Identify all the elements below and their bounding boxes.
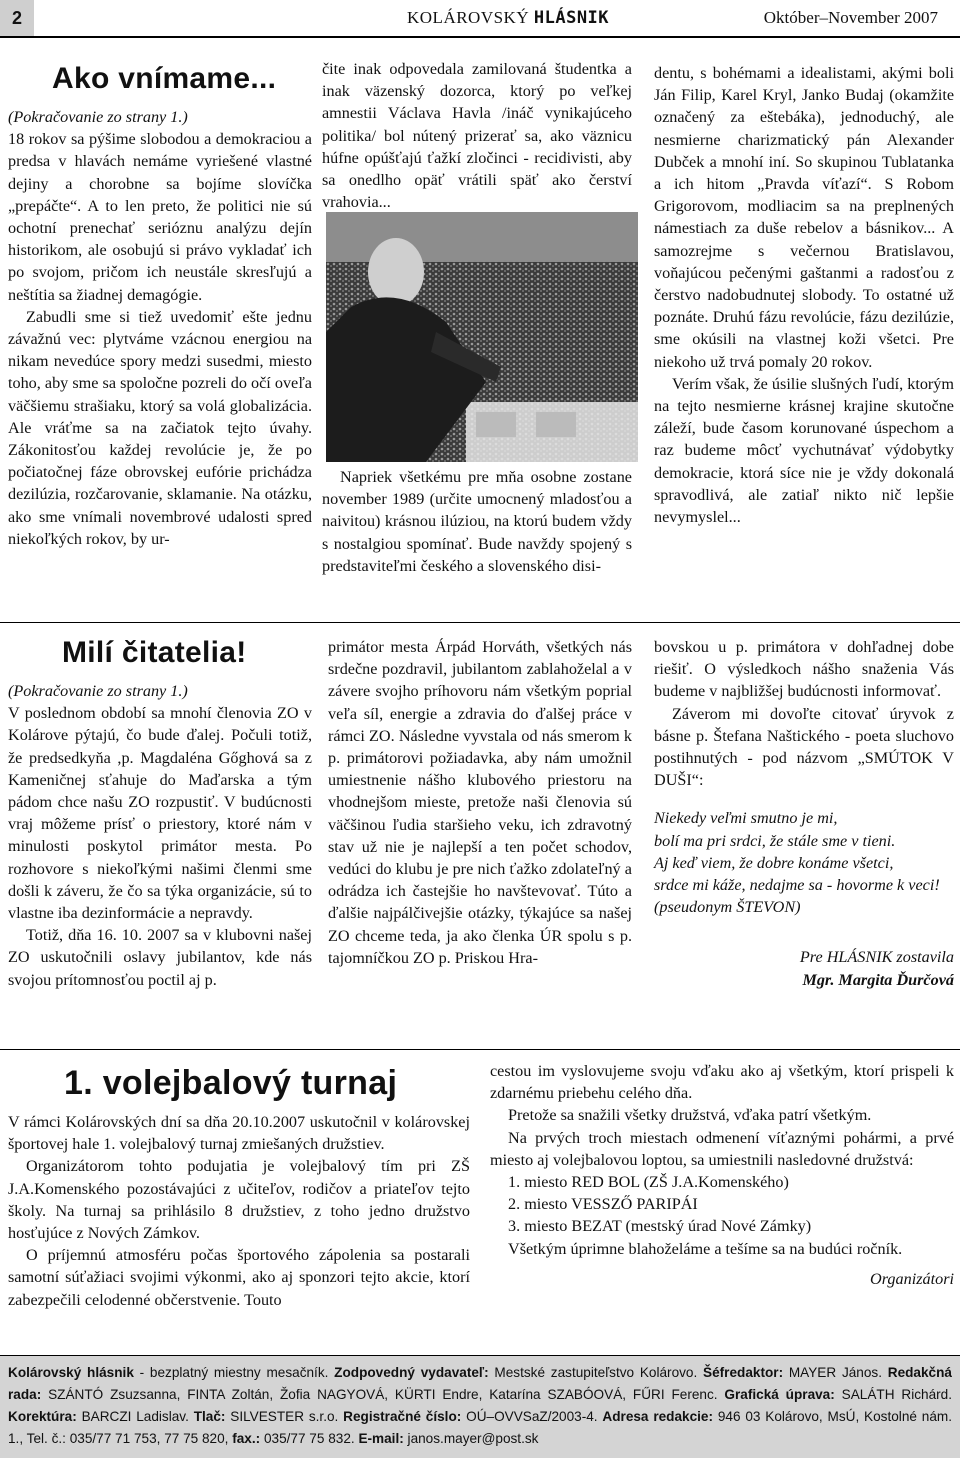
article3-paragraph: O príjemnú atmosféru počas športového zápolenia sa postarali samotní súťažiaci svojimi výkonmi, ako aj sponzori tejto akcie, ktorí zabezpečili celodenné občerstvenie. Touto <box>8 1246 470 1309</box>
signature-author: Mgr. Margita Ďurčová <box>802 970 954 989</box>
article2-signature <box>654 946 954 990</box>
article1-column-1 <box>8 62 312 550</box>
article1-paragraph: Zabudli sme si tiež uvedomiť ešte jednu závažnú vec: plytváme vzácnou energiou na nikam nevedúce spory medzi susedmi, miesto toho, aby sme sa spoločne pozreli do očí oveľa väčšiemu strašiaku, ktorý sa volá globalizácia. Ale vráťme sa na začiatok tejto úvahy. Zákonitosťou každej revolúcie je, že po počiatočnej fáze obrovskej eufórie prichádza dezilúzia, rozčarovanie, sklamanie. Na otázku, ako sme vnímali novembrové udalosti spred niekoľkých rokov, by ur- <box>8 307 312 548</box>
signature-line: Pre HLÁSNIK zostavila <box>799 948 954 967</box>
article2-title: Milí čitatelia! <box>62 636 247 669</box>
credits-label: Adresa redakcie: <box>602 1409 714 1424</box>
credits-value: OÚ–OVVSaZ/2003-4. <box>461 1409 603 1424</box>
article3-paragraph: Všetkým úprimne blahoželáme a tešíme sa na budúci ročník. <box>508 1239 903 1258</box>
credits-value: 946 03 Kolárovo, MsÚ, Kostolné nám. 1., Tel. č.: 035/77 71 753, 77 75 820, <box>8 1409 952 1446</box>
credits-value: Mestské zastupiteľstvo Kolárovo. <box>488 1365 704 1380</box>
article3-title: 1. volejbalový turnaj <box>64 1064 398 1102</box>
article3-signature: Organizátori <box>870 1269 954 1288</box>
credits-value: SZÁNTÓ Zsuzsanna, FINTA Zoltán, Žofia NAGYOVÁ, KÜRTI Endre, Katarína SZABÓOVÁ, FŰRI Ferenc. <box>41 1387 725 1402</box>
article2-continued: (Pokračovanie zo strany 1.) <box>8 682 188 700</box>
credits-label: Registračné číslo: <box>343 1409 462 1424</box>
article1-column-2-top <box>322 58 632 213</box>
article3-column-2 <box>490 1060 954 1290</box>
article2-column-2 <box>328 636 632 969</box>
poem-line: Aj keď viem, že dobre konáme všetci, <box>654 853 894 872</box>
credits-label: Šéfredaktor: <box>703 1365 784 1380</box>
article3-paragraph: Pretože sa snažili všetky družstvá, vďaka patrí všetkým. <box>508 1106 872 1125</box>
article2-paragraph: Totiž, dňa 16. 10. 2007 sa v klubovni našej ZO uskutočnili oslavy jubilantov, kde nás svojou prítomnosťou poctil aj p. <box>8 926 312 989</box>
page-header <box>0 0 960 38</box>
poem-line: bolí ma pri srdci, že stále sme v tieni. <box>654 831 896 850</box>
credits-label: Kolárovský hlásnik <box>8 1365 134 1380</box>
article1-paragraph: čite inak odpovedala zamilovaná študentka a inak väzenský dozorca, ktorý po veľkej amnestii Václava Havla /ináč vynikajúceho politika/ bol nútený prizerať sa, ako väznicu húfne opúšťajú ťažkí zločinci - recidivisti, aby sa onedlho opäť vrátili späť ako čerství vrahovia... <box>322 60 632 212</box>
result-item: 2. miesto VESSZŐ PARIPÁI <box>508 1195 698 1214</box>
newspaper-title <box>407 8 609 28</box>
article1-continued: (Pokračovanie zo strany 1.) <box>8 108 188 126</box>
article3-column-1 <box>8 1064 470 1311</box>
credits-label: Grafická úprava: <box>724 1387 835 1402</box>
article2-column-3 <box>654 636 954 991</box>
credits-label: fax.: <box>232 1431 261 1446</box>
poem-excerpt <box>654 807 954 918</box>
article1-paragraph: Napriek všetkému pre mňa osobne zostane november 1989 (určite umocnený mladosťou a naivitou) krásnou ilúziou, na ktorú budem vždy s nostalgiou spomínať. Bude navždy spojený s predstaviteľmi českého a slovenského disi- <box>322 468 632 575</box>
article3-paragraph: Na prvých troch miestach odmenení víťaznými pohármi, a prvé miesto aj volejbalovou loptou, sa umiestnili nasledovné družstvá: <box>490 1128 954 1169</box>
credits-label: Zodpovedný vydavateľ: <box>334 1365 489 1380</box>
credits-label: Tlač: <box>193 1409 226 1424</box>
credits-label: Redakčná rada: <box>8 1365 952 1402</box>
credits-value: 035/77 75 832. <box>260 1431 359 1446</box>
credits-value[interactable]: janos.mayer@post.sk <box>403 1431 539 1446</box>
revolution-crowd-photo <box>326 212 638 462</box>
results-list <box>490 1171 954 1238</box>
article2-paragraph: primátor mesta Árpád Horváth, všetkých nás srdečne pozdravil, jubilantom zablahoželal a v závere svojho príhovoru nám všetkým poprial veľa síl, energie a zdravia do ďalšej práce v rámci ZO. Následne vyvstala od nás smerom k p. primátorovi požiadavka, aby nám umožnil umiestnenie nášho klubového priestoru na vhodnejšom mieste, pretože naši členovia sú väčšinou ľudia staršieho veku, ich zdravotný stav už nie je najlepší a ten počet schodov, vedúci do klubu je pre nich ťažko zdolateľný a odrádza ich častejšie ho navštevovať. Túto a ďalšie najpálčivejšie otázky, týkajúce sa našej ZO chceme teda, ja ako členka ÚR spolu s p. tajomníčkou ZO p. Priskou Hra- <box>328 638 632 967</box>
article1-paragraph: Verím však, že úsilie slušných ľudí, ktorým na tejto nesmierne krásnej krajine skutočne záleží, bude časom korunované úspechom a raz budeme môcť vychutnávať výdobytky demokracie, ktorá síce nie je vždy dokonalá spravodlivá, ale zatiaľ nikto nič lepšie nevymyslel... <box>654 374 954 527</box>
article2-paragraph: bovskou u p. primátora v dohľadnej dobe riešiť. O výsledkoch nášho snaženia Vás budeme v najbližšej budúcnosti informovať. <box>654 638 954 701</box>
credits-label: E-mail: <box>358 1431 404 1446</box>
result-item: 3. miesto BEZAT (mestský úrad Nové Zámky) <box>508 1217 812 1236</box>
credits-text <box>8 1362 952 1450</box>
article1-paragraph: 18 rokov sa pýšime slobodou a demokraciou a predsa v hlavách nemáme vyriešené vlastné dejiny a chorobne sa bojíme slovíčka „prepáčte“. A to len preto, že politici nie sú ochotní prenechať serióznu analýzu dejín historikom, ale osobujú si právo vykladať ich po svojom, pričom ich neustále skresľujú a neštítia sa žiadnej demagógie. <box>8 130 312 304</box>
credits-value: BARCZI Ladislav. <box>76 1409 194 1424</box>
article3-paragraph: cestou im vyslovujeme svoju vďaku ako aj všetkým, ktorí prispeli k zdarnému priebehu celého dňa. <box>490 1062 954 1103</box>
article2-paragraph: Záverom mi dovoľte citovať úryvok z básne p. Štefana Naštického - poeta sluchovo postihnutých - pod názvom „SMÚTOK V DUŠI“: <box>654 704 954 790</box>
poem-author: (pseudonym ŠTEVON) <box>654 898 801 917</box>
poem-line: srdce mi káže, nedajme sa - hovorme k veci! <box>654 876 940 895</box>
issue-date: Október–November 2007 <box>763 8 938 27</box>
section-divider <box>0 622 960 623</box>
article3-paragraph: V rámci Kolárovských dní sa dňa 20.10.2007 uskutočnil v kolárovskej športovej hale 1. volejbalový turnaj zmiešaných družstiev. <box>8 1113 470 1154</box>
poem-line: Niekedy veľmi smutno je mi, <box>654 809 838 828</box>
masthead-credits <box>0 1355 960 1458</box>
article2-paragraph: V poslednom období sa mnohí členovia ZO v Kolárove pýtajú, čo bude ďalej. Počuli totiž, že predsedkyňa ,p. Magdaléna Gőghová sa z Kameničnej sťahuje do Maďarska a tým pádom chce našu ZO rozpustiť. V budúcnosti vraj môžeme prísť o priestory, ktoré nám v minulosti poskytol primátor mesta. Po rozhovore s niekoľkými našimi členmi sme došli k záveru, že čo sa týka organizácie, sú to vlastne iba dezinformácie a nepravdy. <box>8 704 312 923</box>
article1-title: Ako vnímame... <box>52 62 277 95</box>
credits-value: - bezplatný miestny mesačník. <box>133 1365 335 1380</box>
credits-label: Korektúra: <box>8 1409 77 1424</box>
credits-value: MAYER János. <box>783 1365 888 1380</box>
credits-value: SALÁTH Richárd. <box>834 1387 952 1402</box>
result-item: 1. miesto RED BOL (ZŠ J.A.Komenského) <box>508 1173 789 1192</box>
article1-paragraph: dentu, s bohémami a idealistami, akými boli Ján Filip, Karel Kryl, Janko Budaj (okamžite označený za eštebáka), jednoduchý, ale nesmierne charizmatický pán Alexander Dubček a mnohí iní. So skupinou Tublatanka a ich hitom „Pravda víťazí“. S Robom Grigorovom, modliacim sa na preplnených námestiach za duše rebelov a básnikov... A samozrejme s večernou Bratislavou, voňajúcou pečenými gaštanmi a radosťou z čerstvo nadobudnutej slobody. To ostatné už poznáte. Druhú fázu revolúcie, fázu dezilúzie, sme okúsili na vlastnej koži všetci. Pre niekoho už trvá pomaly 20 rokov. <box>654 64 954 371</box>
article1-column-2-bottom <box>322 466 632 577</box>
page-number: 2 <box>0 0 34 36</box>
section-divider <box>0 1049 960 1050</box>
crowd-photo-illustration <box>326 212 638 462</box>
article2-column-1 <box>8 636 312 991</box>
article1-column-3 <box>654 62 954 528</box>
article3-paragraph: Organizátorom tohto podujatia je volejbalový tím pri ZŠ J.A.Komenského pozostávajúci z učiteľov, rodičov a priateľov tejto školy. Na turnaj sa prihlásilo 8 družstiev, z toho jedno družstvo hosťujúce z Nových Zámkov. <box>8 1157 470 1243</box>
newspaper-prefix: KOLÁROVSKÝ <box>407 8 530 27</box>
credits-value: SILVESTER s.r.o. <box>225 1409 344 1424</box>
newspaper-name: HLÁSNIK <box>533 8 610 28</box>
